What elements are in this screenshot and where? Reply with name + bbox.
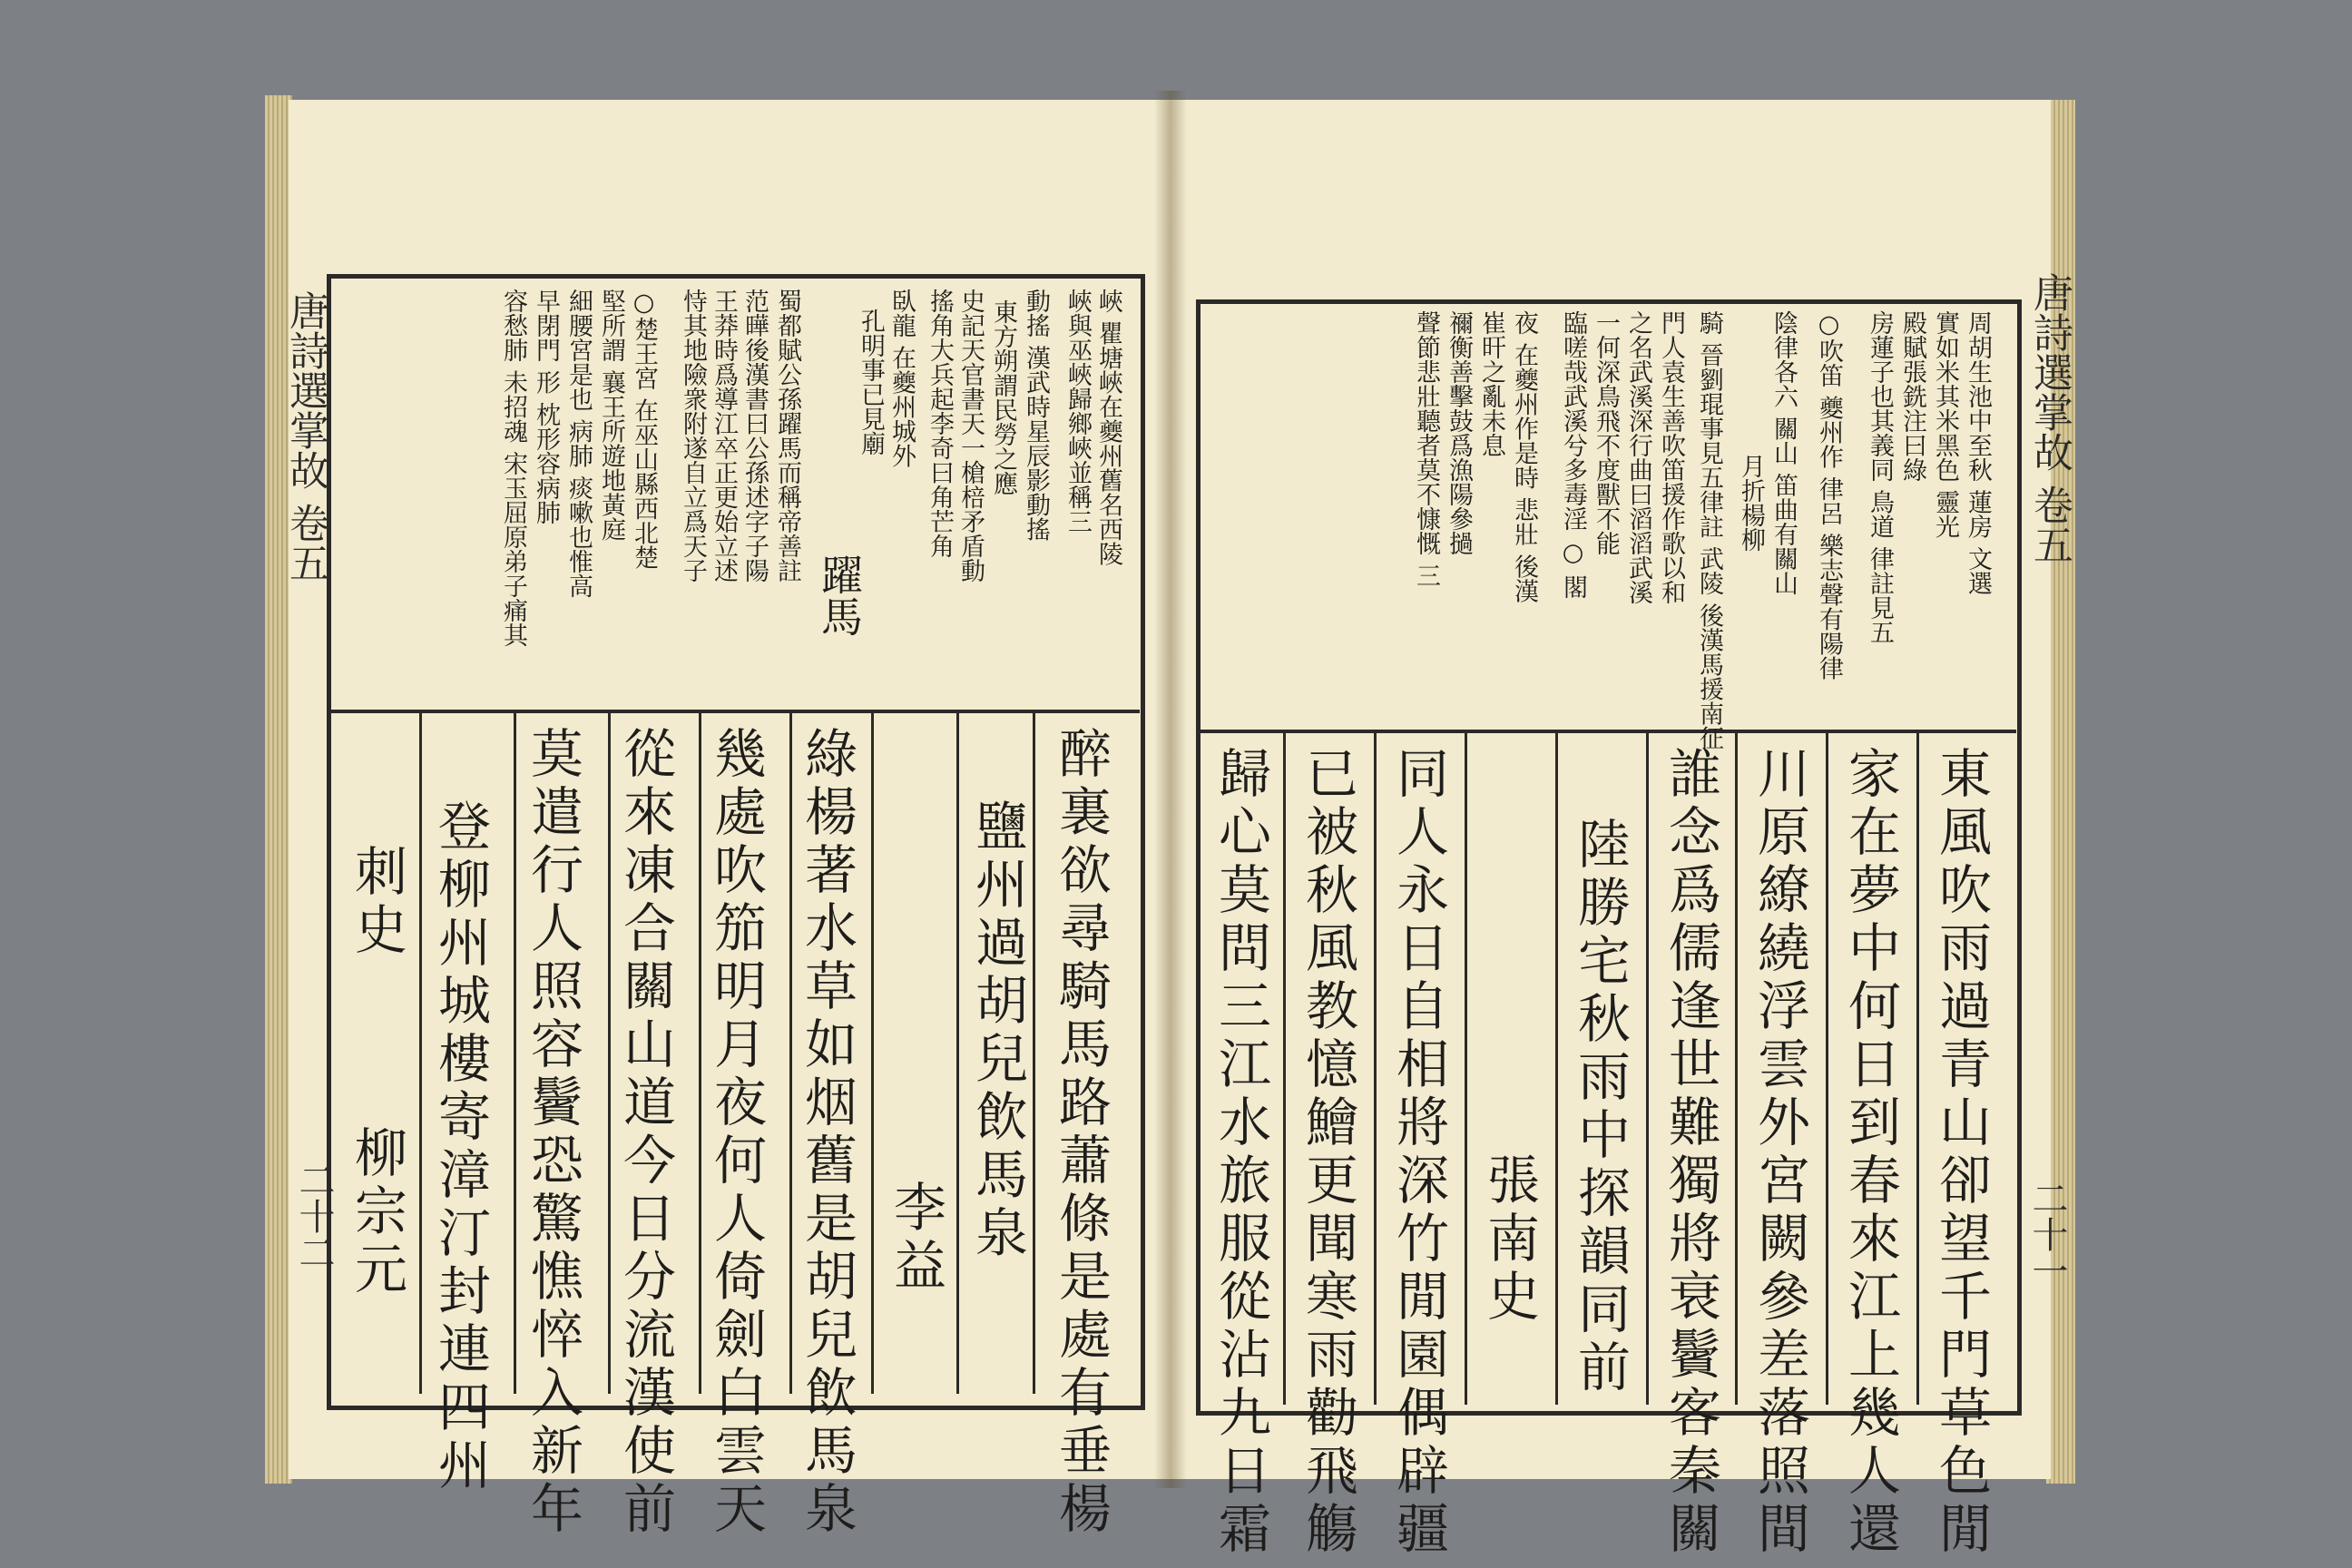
- note-column: 容愁肺 未招魂 宋玉屈原弟子痛其: [499, 289, 527, 648]
- column-rule: [789, 713, 792, 1394]
- poem-line: 已被秋風教憶鱠更聞寒雨勸飛觴: [1297, 746, 1358, 1559]
- left-margin-title: 唐詩選掌故 卷五: [282, 290, 328, 583]
- note-column: 周胡生池中至秋 蓮房 文選: [1964, 310, 1992, 596]
- note-column: ○吹笛 夔州作 律呂 樂志聲有陽律: [1815, 310, 1843, 681]
- book-gutter: [1154, 91, 1187, 1488]
- note-column: 細腰宮是也 病肺 痰嗽也惟高: [564, 289, 593, 599]
- column-rule: [1033, 713, 1035, 1394]
- poem-author: 柳宗元: [346, 1125, 407, 1299]
- poem-line: 歸心莫問三江水旅服從沾九日霜: [1210, 746, 1271, 1559]
- poem-author: 張南史: [1478, 1152, 1540, 1327]
- note-column: 王莽時爲導江卒正更始立述: [710, 289, 738, 583]
- poem-title: 陸勝宅秋雨中探韻同前: [1569, 817, 1631, 1397]
- note-column: 禰衡善擊鼓爲漁陽參撾: [1445, 310, 1473, 555]
- note-column: 恃其地險衆附遂自立爲天子: [679, 289, 707, 583]
- note-column: 聲節悲壯聽者莫不慷慨 三: [1412, 310, 1440, 588]
- column-rule: [1283, 733, 1286, 1405]
- note-column: 一何深鳥飛不度獸不能: [1592, 310, 1620, 555]
- right-margin-title: 唐詩選掌故 卷五: [2026, 272, 2073, 564]
- poem-line: 同人永日自相將深竹閒園偶辟疆: [1387, 746, 1449, 1559]
- note-column: 搖角大兵起李奇曰角芒角: [926, 289, 954, 558]
- note-column: 動搖 漢武時星辰影動搖: [1022, 289, 1050, 542]
- note-column: 夜 在夔州作是時 悲壯 後漢: [1510, 310, 1538, 603]
- right-page-number: 二十一: [2026, 1180, 2068, 1289]
- note-column: 陰律各六 關山 笛曲有關山: [1769, 310, 1798, 596]
- poem-title: 刺史: [346, 844, 407, 960]
- poem-line: 家在夢中何日到春來江上幾人還: [1839, 746, 1901, 1559]
- column-rule: [1646, 733, 1649, 1405]
- note-column: 門人袁生善吹笛援作歌以和: [1657, 310, 1685, 604]
- note-column: 實如米其米黑色 靈光: [1931, 310, 1959, 539]
- column-rule: [1826, 733, 1828, 1405]
- left-note-divider: [327, 710, 1140, 713]
- column-rule: [1374, 733, 1377, 1405]
- note-column: 之名武溪深行曲曰滔滔武溪: [1624, 310, 1652, 604]
- poem-line: 莫遣行人照容鬢恐驚憔悴入新年: [522, 726, 583, 1539]
- note-column: 臨嗟哉武溪兮多毒淫 ○ 閣: [1559, 310, 1587, 600]
- poem-line: 幾處吹笳明月夜何人倚劍白雲天: [705, 726, 767, 1539]
- poem-line: 從來凍合關山道今日分流漢使前: [614, 726, 676, 1539]
- note-column: 早閉門 形 枕形容病肺: [532, 289, 560, 525]
- note-column: 房蓮子也其義同 鳥道 律註見五: [1866, 310, 1894, 645]
- column-rule: [1735, 733, 1738, 1405]
- note-column: 騎 晉劉琨事見五律註 武陵 後漢馬援南征: [1695, 310, 1723, 750]
- note-column: 孔明事已見廟: [857, 309, 885, 456]
- note-column: 崔旰之亂未息: [1477, 310, 1505, 457]
- note-column: 范曄後漢書曰公孫述字子陽: [740, 289, 769, 583]
- note-column: 東方朔謂民勞之應: [989, 299, 1017, 495]
- note-column: 堅所謂 襄王所遊地黃庭: [597, 289, 625, 542]
- poem-line: 川原繚繞浮雲外宮闕參差落照間: [1749, 746, 1810, 1559]
- note-column: 月折楊柳: [1737, 454, 1765, 552]
- poem-author: 李益: [885, 1180, 946, 1296]
- note-column: 殿賦張銑注曰綠: [1898, 310, 1926, 482]
- note-column: 蜀都賦公孫躍馬而稱帝善註: [773, 289, 801, 583]
- note-column: ○楚王宮 在巫山縣西北楚: [630, 289, 658, 570]
- column-rule: [419, 713, 422, 1394]
- poem-title: 鹽州過胡兒飲馬泉: [966, 799, 1028, 1263]
- poem-line: 東風吹雨過青山卻望千門草色閒: [1930, 746, 1992, 1559]
- note-column: 躍馬: [815, 554, 864, 637]
- poem-line: 誰念爲儒逢世難獨將衰鬢客秦關: [1660, 746, 1721, 1559]
- left-page-number: 二十二: [293, 1161, 335, 1270]
- column-rule: [1916, 733, 1919, 1405]
- note-column: 峽 瞿塘峽在夔州舊名西陵: [1094, 289, 1122, 566]
- column-rule: [871, 713, 874, 1394]
- right-note-divider: [1196, 730, 2016, 733]
- note-column: 臥龍 在夔州城外: [887, 289, 916, 468]
- column-rule: [514, 713, 516, 1394]
- column-rule: [608, 713, 611, 1394]
- poem-line: 綠楊著水草如烟舊是胡兒飲馬泉: [796, 726, 858, 1539]
- note-column: 史記天官書天一槍棓矛盾動: [956, 289, 985, 583]
- column-rule: [1465, 733, 1467, 1405]
- note-column: 峽與巫峽歸鄉峽並稱三: [1063, 289, 1092, 534]
- column-rule: [956, 713, 959, 1394]
- column-rule: [699, 713, 701, 1394]
- column-rule: [1555, 733, 1558, 1405]
- poem-title: 登柳州城樓寄漳汀封連四州: [429, 799, 491, 1495]
- poem-line: 醉裏欲尋騎馬路蕭條是處有垂楊: [1050, 726, 1112, 1539]
